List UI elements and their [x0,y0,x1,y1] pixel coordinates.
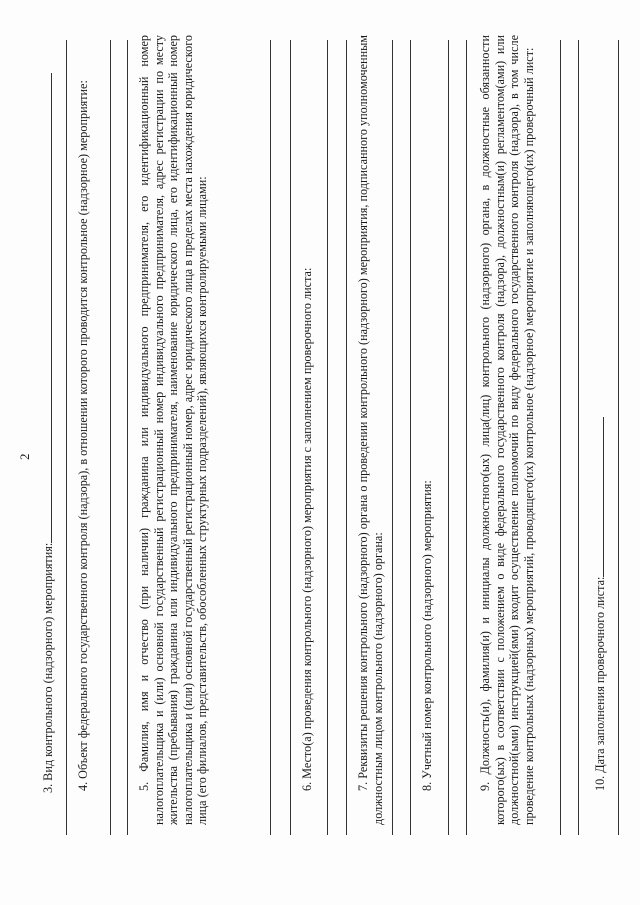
item-5-fill-line-2 [290,40,291,835]
item-5-fill-line-1 [270,40,271,835]
item-7-fill-line-2 [410,40,411,835]
item-10-text: 10. Дата заполнения проверочного листа: [592,417,608,825]
item-3-text: 3. Вид контрольного (надзорного) мероприятия: [40,73,56,793]
item-6-text: 6. Место(а) проведения контрольного (надзорного) мероприятия с заполнением проверочного листа: [300,267,314,791]
item-10-fill-line [618,40,619,835]
page-number: 2 [17,453,32,460]
item-8-text: 8. Учетный номер контрольного (надзорного) мероприятия: [420,480,434,791]
item-9-text: 9. Должность(и), фамилия(и) и инициалы должностного(ых) лица(лиц) контрольного (надзорного) органа, в должностные обязанности которого(ых) в соответствии с положением о виде федерального государственного контроля (надзора), должностным(и) регламентом(ами) или должностной(ыми) инструкцией(ями) входит осуществление полномочий по виду федерального государственного контроля (надзора), в том числе проведение контрольных (надзорных) мероприятий, проводящего(их) контрольное (надзорное) мероприятие и заполняющего(их) проверочный лист: [478,35,536,825]
item-4-fill-line-2 [127,40,128,835]
item-7-fill-line-1 [392,40,393,835]
item-4-text: 4. Объект федерального государственного контроля (надзора), в отношении которого проводится контрольное (надзорное) мероприятие: [76,80,90,791]
item-3-fill-line [66,40,67,835]
item-7-text: 7. Реквизиты решения контрольного (надзорного) органа о проведении контрольного (надзорного) мероприятия, подписанного уполномоченным должностным лицом контрольного (надзорного) органа: [356,35,385,825]
item-5-text: 5. Фамилия, имя и отчество (при наличии) гражданина или индивидуального предпринимателя, его идентификационный номер налогоплательщика и (или) основной государственный регистрационный номер индивидуального предпринимателя, адрес регистрации по месту жительства (пребывания) гражданина или индивидуального предпринимателя, наименование юридического лица, его идентификационный номер налогоплательщика и (или) основной государственный регистрационный номер, адрес юридического лица в пределах места нахождения юридического лица (его филиалов, представительств, обособленных структурных подразделений), являющихся контролируемыми лицами: [137,35,210,825]
item-9-fill-line-2 [578,40,579,835]
item-4-fill-line-1 [110,40,111,835]
item-9-fill-line-1 [560,40,561,835]
item-8-fill-line-1 [448,40,449,835]
item-8-fill-line-2 [466,40,467,835]
item-6-fill-line-2 [346,40,347,835]
item-6-fill-line-1 [327,40,328,835]
